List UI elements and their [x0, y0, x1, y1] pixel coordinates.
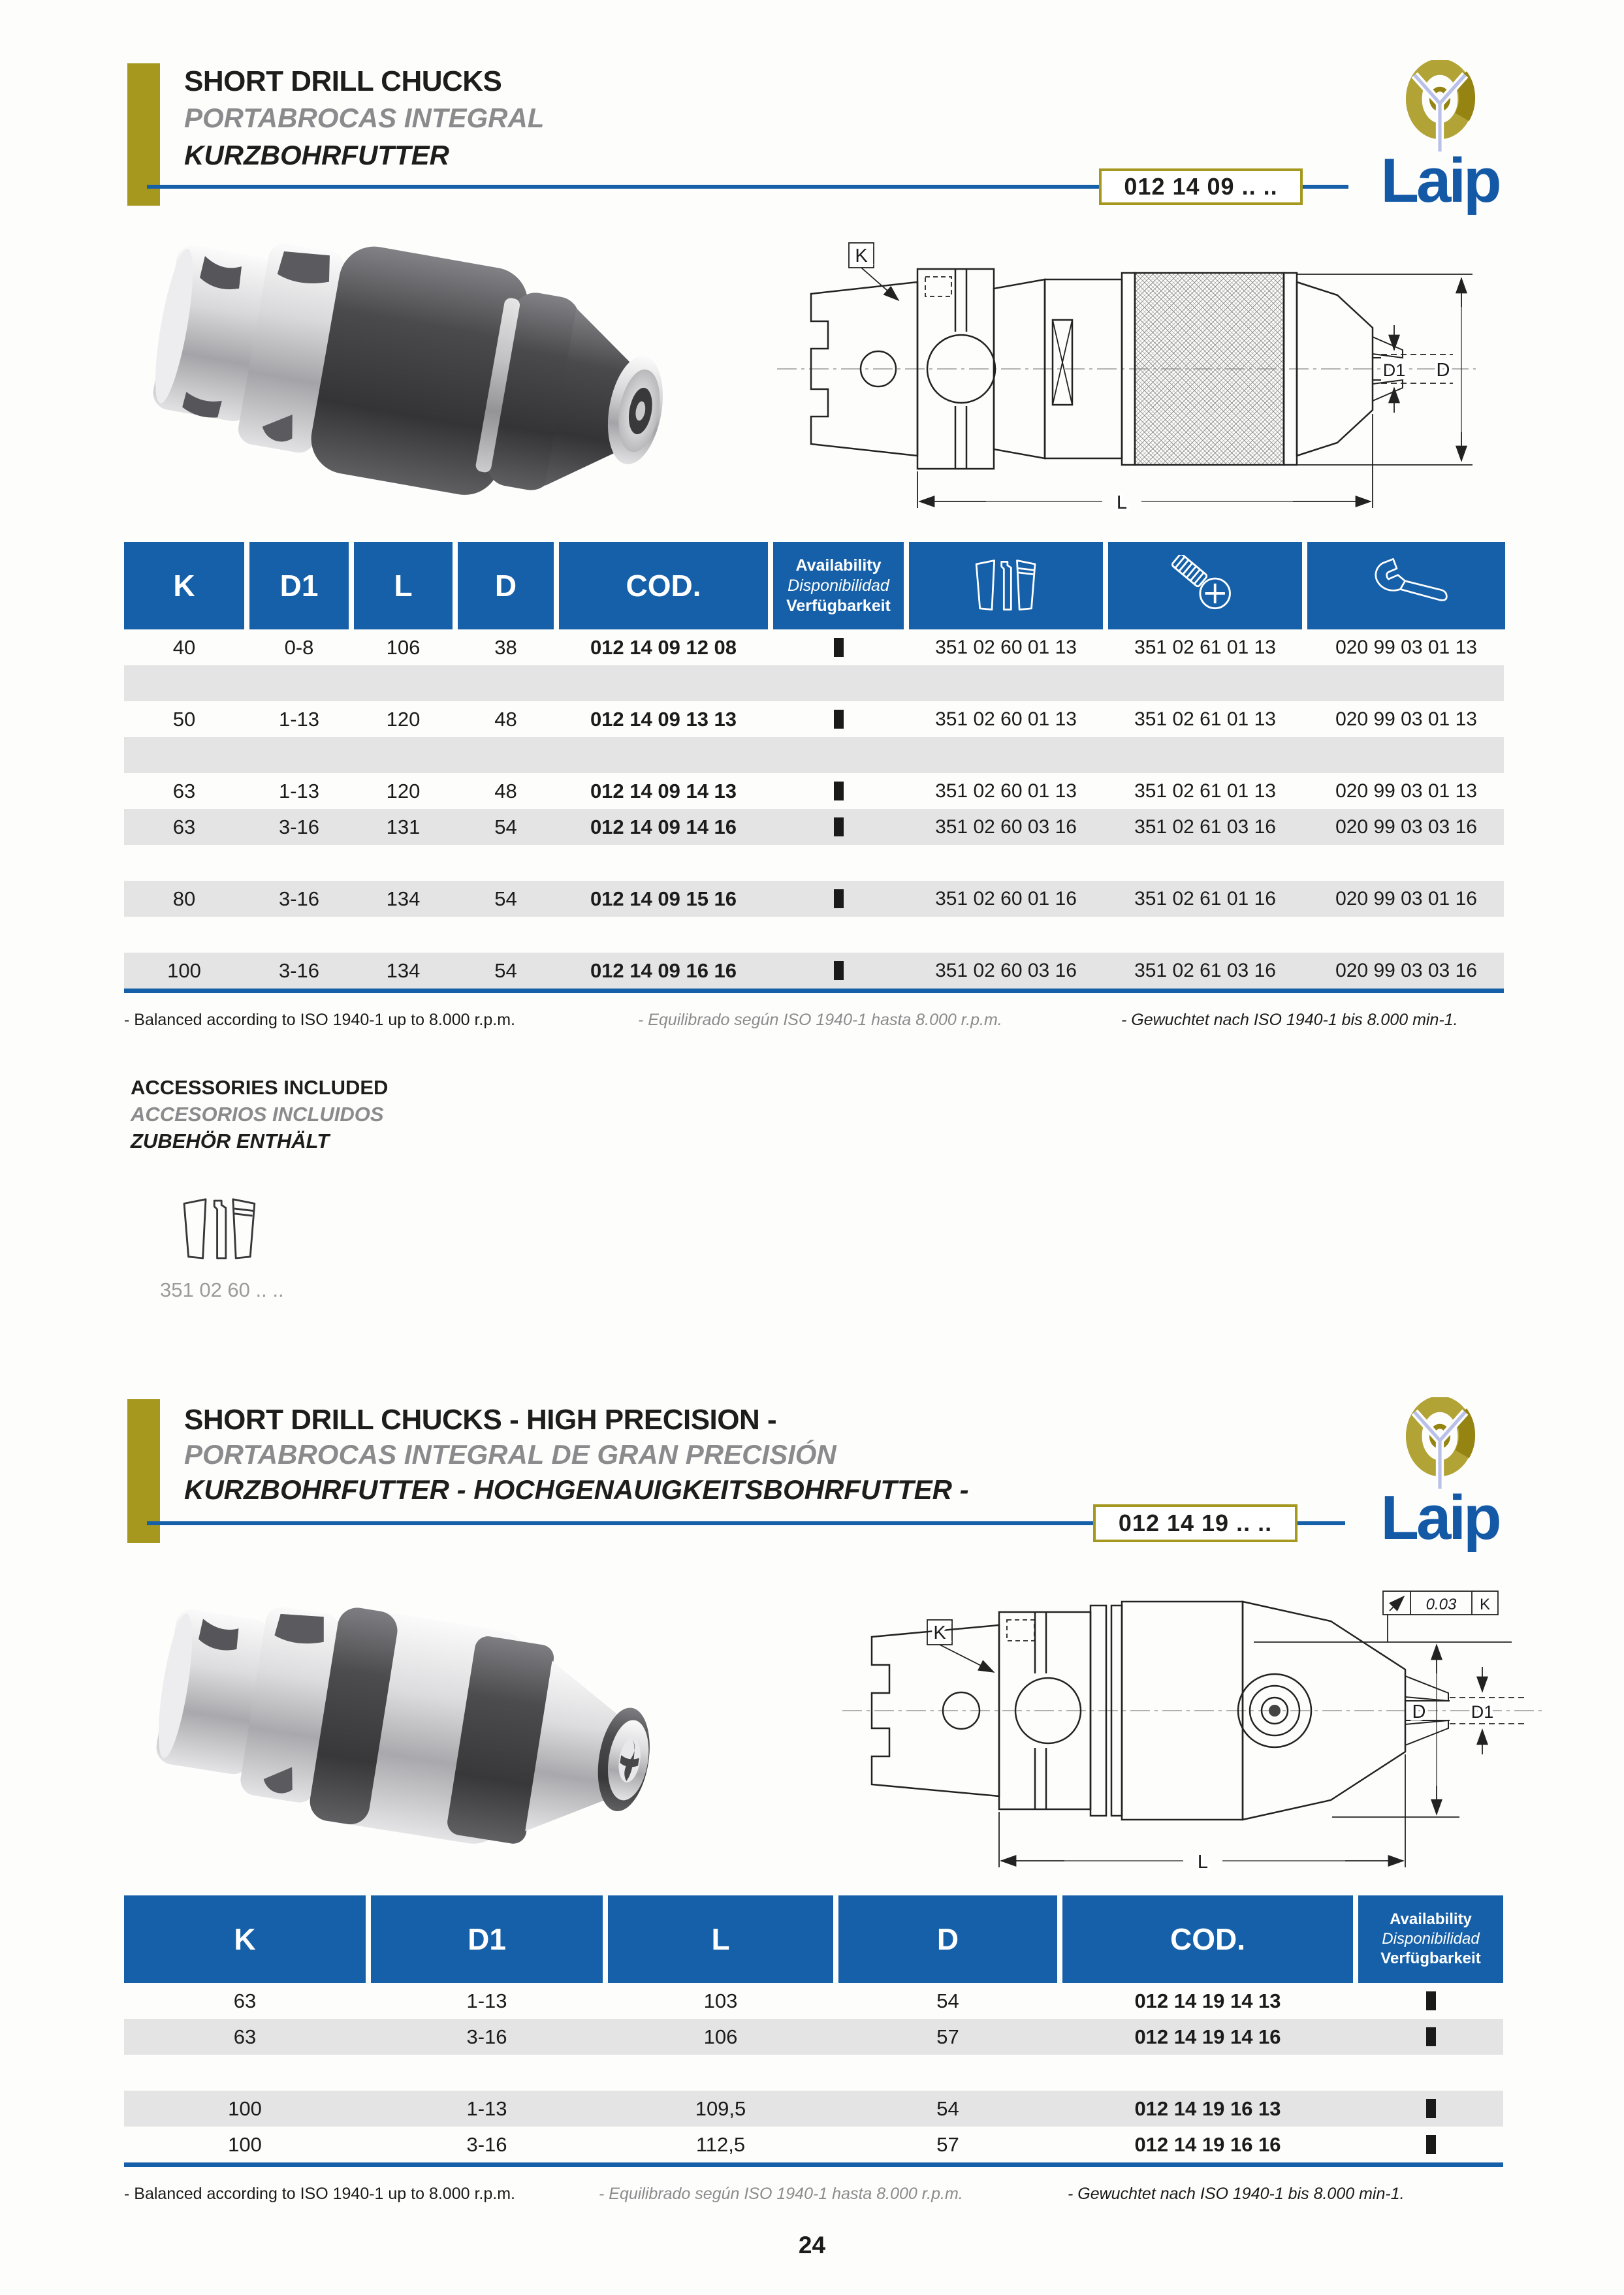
table-bottom-rule [124, 2162, 1503, 2167]
label-d: D [1436, 360, 1450, 381]
availability-square [834, 782, 844, 800]
cod-cell: 012 14 19 16 16 [1134, 2132, 1281, 2156]
availability-header-line: Verfügbarkeit [1380, 1950, 1481, 1967]
availability-cell [773, 782, 904, 800]
availability-header-line: Disponibilidad [788, 576, 889, 595]
spec-cell: 103 [703, 1989, 738, 2012]
spec-table-high-precision [124, 1895, 1503, 2167]
spec-cell: 63 [233, 2025, 257, 2048]
spacer-row [124, 917, 1504, 953]
accessory-code-cell: 351 02 60 01 13 [935, 708, 1077, 730]
label-l: L [1116, 492, 1128, 513]
accessory-code-cell: 351 02 61 01 13 [1134, 780, 1276, 802]
accessory-code-cell: 351 02 61 01 16 [1134, 887, 1276, 910]
label-k: K [933, 1622, 946, 1643]
spacer-row [124, 845, 1504, 881]
table-bottom-rule [124, 989, 1504, 993]
accessory-code-cell: 351 02 61 03 16 [1134, 815, 1276, 838]
spec-cell: 63 [172, 815, 196, 838]
spec-cell: 54 [494, 815, 517, 838]
cod-cell: 012 14 09 15 16 [590, 887, 737, 910]
section-title-es: PORTABROCAS INTEGRAL [184, 103, 545, 133]
spec-cell: 63 [172, 779, 196, 802]
jaws-icon [970, 556, 1042, 616]
section-title-de: KURZBOHRFUTTER - HOCHGENAUIGKEITSBOHRFUTTER - [184, 1474, 969, 1505]
table-row [124, 881, 1504, 917]
note-balanced-en: - Balanced according to ISO 1940-1 up to 8.000 r.p.m. [124, 1011, 515, 1029]
note-balanced-es: - Equilibrado según ISO 1940-1 hasta 8.000 r.p.m. [638, 1011, 1002, 1029]
spec-cell: 57 [936, 2025, 959, 2048]
label-k: K [855, 245, 868, 266]
accessory-code-cell: 351 02 61 01 13 [1134, 708, 1276, 730]
cod-cell: 012 14 09 13 13 [590, 707, 737, 731]
availability-square [834, 638, 844, 657]
table-row [124, 809, 1504, 845]
table-row [124, 2127, 1503, 2162]
availability-cell [773, 710, 904, 729]
availability-square [1426, 1991, 1436, 2010]
availability-square [834, 710, 844, 729]
spec-cell: 54 [936, 1989, 959, 2012]
spec-cell: 54 [936, 2097, 959, 2120]
note-balanced-en: - Balanced according to ISO 1940-1 up to 8.000 r.p.m. [124, 2185, 515, 2203]
tolerance-ref: K [1479, 1596, 1491, 1613]
spec-cell: 100 [228, 2132, 262, 2156]
spec-cell: 106 [386, 635, 421, 659]
cod-cell: 012 14 09 16 16 [590, 958, 737, 982]
column-header-l: L [354, 542, 453, 629]
accessories-title-en: ACCESSORIES INCLUDED [131, 1076, 389, 1099]
spec-cell: 50 [172, 707, 196, 731]
label-d: D [1412, 1701, 1426, 1722]
column-header-d1: D1 [249, 542, 349, 629]
table-row [124, 2019, 1503, 2055]
accessory-code-cell: 351 02 60 01 16 [935, 887, 1077, 910]
spec-cell: 1-13 [466, 1989, 507, 2012]
laip-emblem-icon [1398, 1397, 1482, 1490]
cod-cell: 012 14 19 14 16 [1134, 2025, 1281, 2048]
spacer-row [124, 737, 1504, 773]
table-row [124, 629, 1504, 665]
section-title-en: SHORT DRILL CHUCKS [184, 65, 502, 97]
column-header-availability [1358, 1895, 1503, 1983]
spec-cell: 1-13 [278, 707, 320, 731]
column-header-d1: D1 [371, 1895, 603, 1983]
spec-cell: 3-16 [466, 2025, 507, 2048]
column-header-k: K [124, 542, 244, 629]
availability-header-line: Verfügbarkeit [786, 596, 891, 615]
spec-cell: 120 [386, 707, 421, 731]
spec-table [124, 542, 1504, 993]
table-row [124, 953, 1504, 989]
section-title-es: PORTABROCAS INTEGRAL DE GRAN PRECISIÓN [184, 1439, 836, 1470]
availability-header-line: Availability [1390, 1910, 1472, 1928]
table-row [124, 701, 1504, 737]
cod-cell: 012 14 19 16 13 [1134, 2097, 1281, 2120]
accessories-code: 351 02 60 .. .. [160, 1278, 284, 1301]
availability-cell [1358, 2135, 1503, 2154]
accessory-code-cell: 020 99 03 01 13 [1335, 780, 1477, 802]
accessory-code-cell: 020 99 03 03 16 [1335, 815, 1477, 838]
spec-cell: 3-16 [278, 887, 320, 910]
product-photo-drill-chuck-high-precision [153, 1607, 689, 1882]
spec-cell: 48 [494, 779, 517, 802]
note-balanced-es: - Equilibrado según ISO 1940-1 hasta 8.000 r.p.m. [599, 2185, 963, 2203]
section-title-de: KURZBOHRFUTTER [184, 140, 449, 170]
column-header-d: D [458, 542, 554, 629]
cod-cell: 012 14 09 14 13 [590, 779, 737, 802]
brand-wordmark: Laip [1380, 146, 1499, 215]
note-balanced-de: - Gewuchtet nach ISO 1940-1 bis 8.000 min-1. [1068, 2185, 1405, 2203]
label-l: L [1197, 1852, 1209, 1873]
wrench-icon [1359, 556, 1454, 616]
spec-cell: 131 [386, 815, 421, 838]
table-row [124, 773, 1504, 809]
jaws-icon [165, 1194, 276, 1265]
spec-cell: 48 [494, 707, 517, 731]
availability-header-line: Disponibilidad [1382, 1930, 1480, 1948]
accessory-code-cell: 351 02 61 03 16 [1134, 959, 1276, 981]
technical-drawing-side-view-high-precision [836, 1564, 1554, 1890]
spec-cell: 112,5 [695, 2132, 746, 2156]
brand-logo [1368, 1397, 1512, 1553]
table-row [124, 1983, 1503, 2019]
accessories-included-heading [131, 1074, 388, 1154]
table-header-row [124, 542, 1504, 629]
series-code-box: 012 14 09 .. .. [1099, 168, 1303, 205]
spec-cell: 0-8 [284, 635, 314, 659]
spec-cell: 134 [386, 887, 421, 910]
accessory-code-cell: 351 02 60 01 13 [935, 780, 1077, 802]
cod-cell: 012 14 09 12 08 [590, 635, 737, 659]
accessory-code-cell: 351 02 60 03 16 [935, 815, 1077, 838]
availability-square [834, 889, 844, 908]
availability-cell [773, 961, 904, 980]
availability-square [1426, 2135, 1436, 2154]
column-header-accessory [909, 542, 1103, 629]
cod-cell: 012 14 19 14 13 [1134, 1989, 1281, 2012]
availability-cell [1358, 2099, 1503, 2118]
spec-cell: 38 [494, 635, 517, 659]
spec-cell: 106 [703, 2025, 738, 2048]
spec-cell: 54 [494, 887, 517, 910]
column-header-availability [773, 542, 904, 629]
spacer-row [124, 665, 1504, 701]
column-header-accessory [1108, 542, 1302, 629]
spec-cell: 57 [936, 2132, 959, 2156]
column-header-d: D [838, 1895, 1057, 1983]
availability-cell [1358, 2027, 1503, 2046]
spec-cell: 120 [386, 779, 421, 802]
spec-cell: 100 [228, 2097, 262, 2120]
accessory-code-cell: 020 99 03 01 13 [1335, 708, 1477, 730]
section-title-en: SHORT DRILL CHUCKS - HIGH PRECISION - [184, 1404, 777, 1436]
spec-cell: 1-13 [466, 2097, 507, 2120]
spec-cell: 63 [233, 1989, 257, 2012]
product-photo-drill-chuck [150, 236, 673, 537]
spec-cell: 80 [172, 887, 196, 910]
column-header-accessory [1307, 542, 1505, 629]
cod-cell: 012 14 09 14 16 [590, 815, 737, 838]
accessories-title-de: ZUBEHÖR ENTHÄLT [131, 1130, 330, 1152]
series-code-box: 012 14 19 .. .. [1093, 1504, 1298, 1542]
availability-square [1426, 2099, 1436, 2118]
label-d1: D1 [1471, 1702, 1494, 1722]
spec-cell: 109,5 [695, 2097, 746, 2120]
spec-cell: 1-13 [278, 779, 320, 802]
accessories-title-es: ACCESORIOS INCLUIDOS [131, 1103, 384, 1126]
page-number: 24 [798, 2232, 826, 2258]
note-balanced-de: - Gewuchtet nach ISO 1940-1 bis 8.000 min-1. [1121, 1011, 1458, 1029]
availability-square [1426, 2027, 1436, 2046]
availability-square [834, 961, 844, 980]
tolerance-value: 0.03 [1425, 1596, 1457, 1613]
availability-header-line: Availability [795, 556, 882, 575]
spec-cell: 3-16 [278, 815, 320, 838]
spec-cell: 40 [172, 635, 196, 659]
availability-cell [1358, 1991, 1503, 2010]
accessory-code-cell: 020 99 03 03 16 [1335, 959, 1477, 981]
availability-cell [773, 817, 904, 836]
accessory-code-cell: 351 02 61 01 13 [1134, 636, 1276, 658]
label-d1: D1 [1382, 360, 1406, 380]
table-header-row [124, 1895, 1503, 1983]
spec-cell: 134 [386, 958, 421, 982]
accessory-code-cell: 351 02 60 01 13 [935, 636, 1077, 658]
availability-square [834, 817, 844, 836]
spec-cell: 54 [494, 958, 517, 982]
brand-logo [1368, 60, 1512, 215]
spec-cell: 3-16 [466, 2132, 507, 2156]
availability-cell [773, 889, 904, 908]
accessory-code-cell: 020 99 03 01 13 [1335, 636, 1477, 658]
spacer-row [124, 2055, 1503, 2091]
column-header-cod: COD. [1062, 1895, 1353, 1983]
accessory-code-cell: 351 02 60 03 16 [935, 959, 1077, 981]
spec-cell: 3-16 [278, 958, 320, 982]
column-header-l: L [608, 1895, 833, 1983]
accessory-code-cell: 020 99 03 01 16 [1335, 887, 1477, 910]
technical-drawing-side-view [771, 229, 1482, 535]
screw-icon [1168, 555, 1243, 617]
table-row [124, 2091, 1503, 2127]
column-header-k: K [124, 1895, 366, 1983]
spec-cell: 100 [167, 958, 201, 982]
laip-emblem-icon [1398, 60, 1482, 153]
availability-cell [773, 638, 904, 657]
brand-wordmark: Laip [1380, 1483, 1499, 1553]
column-header-cod: COD. [559, 542, 768, 629]
